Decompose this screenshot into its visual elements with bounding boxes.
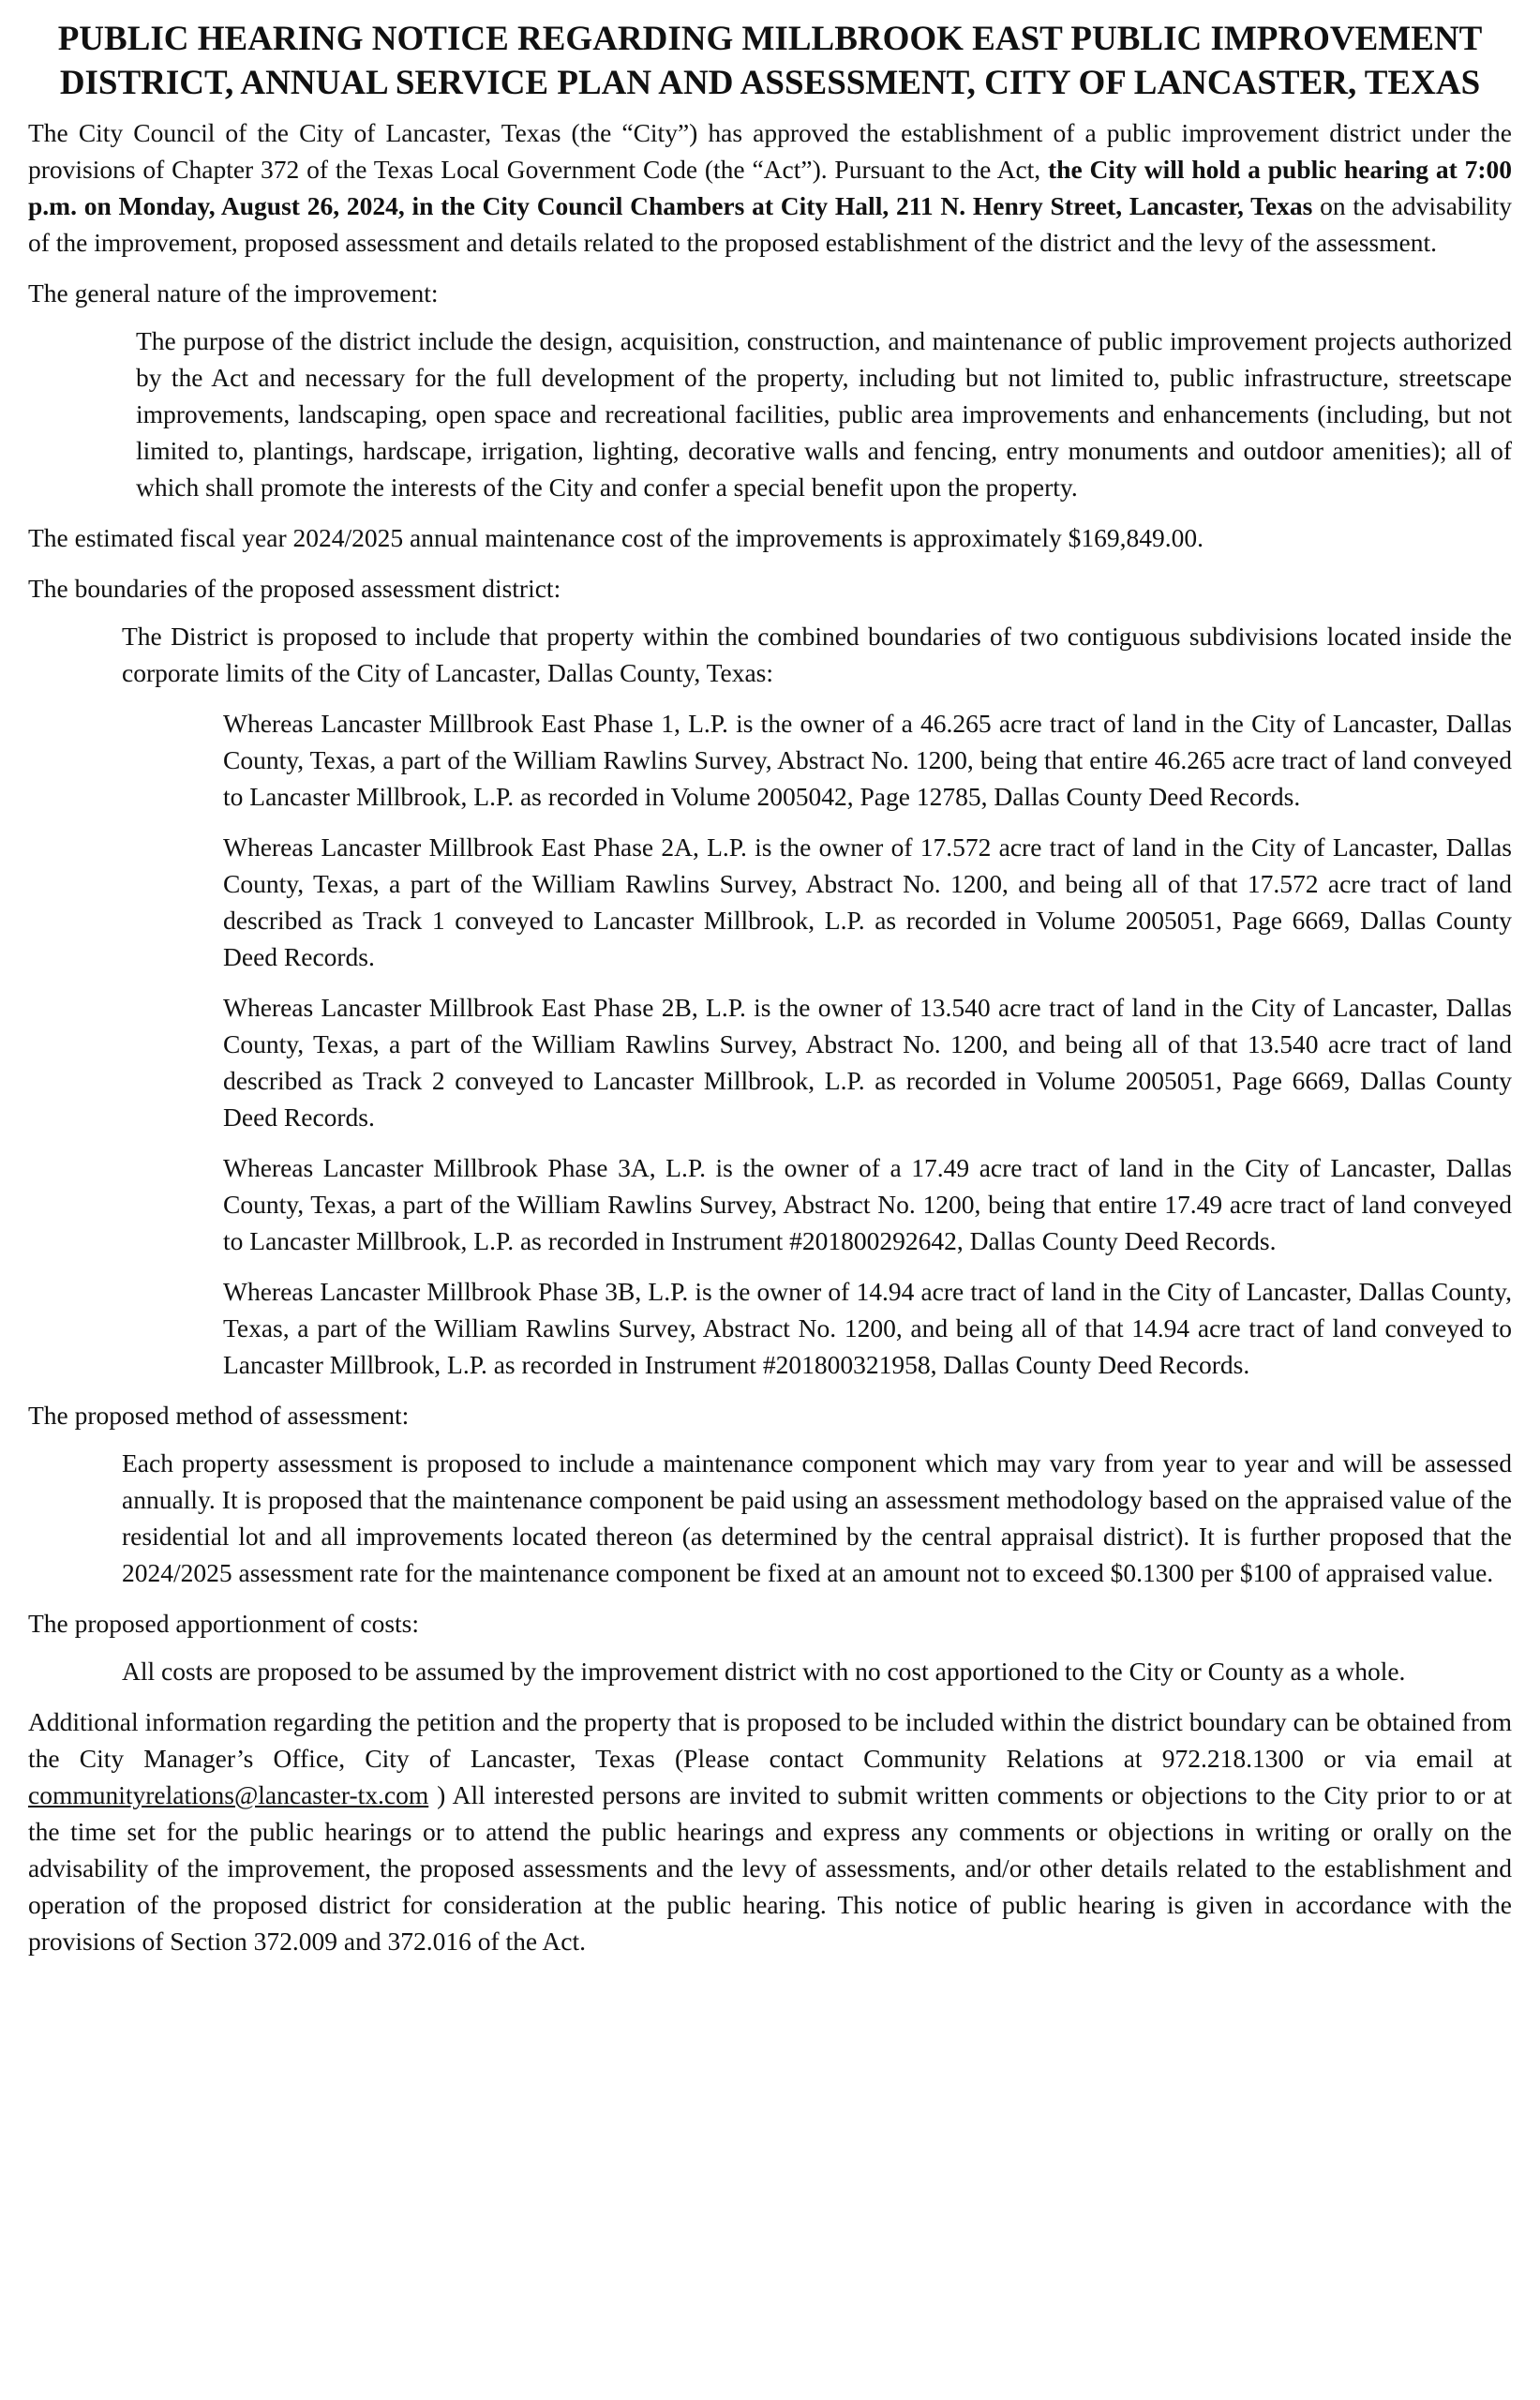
apportionment-heading: The proposed apportionment of costs: [28, 1609, 419, 1638]
boundaries-heading: The boundaries of the proposed assessment district: [28, 574, 561, 603]
method-paragraph: Each property assessment is proposed to include a maintenance component which may vary from year to year and will be assessed annually. It is proposed that the maintenance component be paid using an assessment methodology based on the appraised value of the residential lot and all improvements located thereon (as determined by the central appraisal district). It is further proposed that the 2024/2025 assessment rate for the maintenance component be fixed at an amount not to exceed $0.1300 per $100 of appraised value. [122, 1448, 1512, 1587]
tract-paragraph-1: Whereas Lancaster Millbrook East Phase 1, L.P. is the owner of a 46.265 acre tract of land in the City of Lancaster, Dallas County, Texas, a part of the William Rawlins Survey, Abstract No. 1200, being that entire 46.265 acre tract of land conveyed to Lancaster Millbrook, L.P. as recorded in Volume 2005042, Page 12785, Dallas County Deed Records. [223, 709, 1512, 811]
tract-paragraph-4: Whereas Lancaster Millbrook Phase 3A, L.P. is the owner of a 17.49 acre tract of land in the City of Lancaster, Dallas County, Texas, a part of the William Rawlins Survey, Abstract No. 1200, being that entire 17.49 acre tract of land conveyed to Lancaster Millbrook, L.P. as recorded in Instrument #201800292642, Dallas County Deed Records. [223, 1153, 1512, 1255]
nature-paragraph: The purpose of the district include the design, acquisition, construction, and maintenance of public improvement projects authorized by the Act and necessary for the full development of the property, including but not limited to, public infrastructure, streetscape improvements, landscaping, open space and recreational facilities, public area improvements and enhancements (including, but not limited to, plantings, hardscape, irrigation, lighting, decorative walls and fencing, entry monuments and outdoor amenities); all of which shall promote the interests of the City and confer a special benefit upon the property. [136, 326, 1512, 502]
apportionment-paragraph: All costs are proposed to be assumed by the improvement district with no cost apportioned to the City or County as a whole. [122, 1657, 1406, 1686]
additional-text-1: Additional information regarding the petition and the property that is proposed to be included within the district boundary can be obtained from the City Manager’s Office, City of Lancaster, Texas (Please contact Community Relations at 972.218.1300 or via email at [28, 1707, 1512, 1773]
page-title [28, 17, 1512, 105]
additional-info-paragraph [28, 1703, 1512, 1959]
hearing-details: the City will hold a public hearing at 7:00 p.m. on Monday, August 26, 2024, in the City Council Chambers at City Hall, 211 N. Henry Street, Lancaster, Texas [28, 155, 1512, 220]
nature-heading: The general nature of the improvement: [28, 278, 439, 308]
additional-text-2: ) All interested persons are invited to submit written comments or objections to the City prior to or at the time set for the public hearings or to attend the public hearings and express any comments or objections in writing or orally on the advisability of the improvement, the proposed assessments and the levy of assessments, and/or other details related to the establishment and operation of the proposed district for consideration at the public hearing. This notice of public hearing is given in accordance with the provisions of Section 372.009 and 372.016 of the Act. [28, 1780, 1512, 1956]
tract-paragraph-2: Whereas Lancaster Millbrook East Phase 2A, L.P. is the owner of 17.572 acre tract of land in the City of Lancaster, Dallas County, Texas, a part of the William Rawlins Survey, Abstract No. 1200, and being all of that 17.572 acre tract of land described as Track 1 conveyed to Lancaster Millbrook, L.P. as recorded in Volume 2005051, Page 6669, Dallas County Deed Records. [223, 832, 1512, 971]
cost-paragraph: The estimated fiscal year 2024/2025 annual maintenance cost of the improvements is approximately $169,849.00. [28, 523, 1204, 552]
intro-paragraph [28, 114, 1512, 261]
intro-text-2: on the advisability of the improvement, proposed assessment and details related to the proposed establishment of the district and the levy of the assessment. [28, 191, 1512, 257]
title-line-2: DISTRICT, ANNUAL SERVICE PLAN AND ASSESSMENT, CITY OF LANCASTER, TEXAS [59, 64, 1481, 102]
intro-text-1: The City Council of the City of Lancaster, Texas (the “City”) has approved the establishment of a public improvement district under the provisions of Chapter 372 of the Texas Local Government Code (the “Act”). Pursuant to the Act, [28, 118, 1512, 184]
method-heading: The proposed method of assessment: [28, 1401, 410, 1430]
tract-paragraph-5: Whereas Lancaster Millbrook Phase 3B, L.P. is the owner of 14.94 acre tract of land in the City of Lancaster, Dallas County, Texas, a part of the William Rawlins Survey, Abstract No. 1200, and being all of that 14.94 acre tract of land conveyed to Lancaster Millbrook, L.P. as recorded in Instrument #201800321958, Dallas County Deed Records. [223, 1277, 1512, 1379]
email-link[interactable]: communityrelations@lancaster-tx.com [28, 1780, 429, 1809]
boundaries-intro: The District is proposed to include that property within the combined boundaries of two contiguous subdivisions located inside the corporate limits of the City of Lancaster, Dallas County, Texas: [122, 622, 1512, 687]
tract-paragraph-3: Whereas Lancaster Millbrook East Phase 2B, L.P. is the owner of 13.540 acre tract of land in the City of Lancaster, Dallas County, Texas, a part of the William Rawlins Survey, Abstract No. 1200, and being all of that 13.540 acre tract of land described as Track 2 conveyed to Lancaster Millbrook, L.P. as recorded in Volume 2005051, Page 6669, Dallas County Deed Records. [223, 993, 1512, 1132]
title-line-1: PUBLIC HEARING NOTICE REGARDING MILLBROOK EAST PUBLIC IMPROVEMENT [57, 20, 1483, 58]
